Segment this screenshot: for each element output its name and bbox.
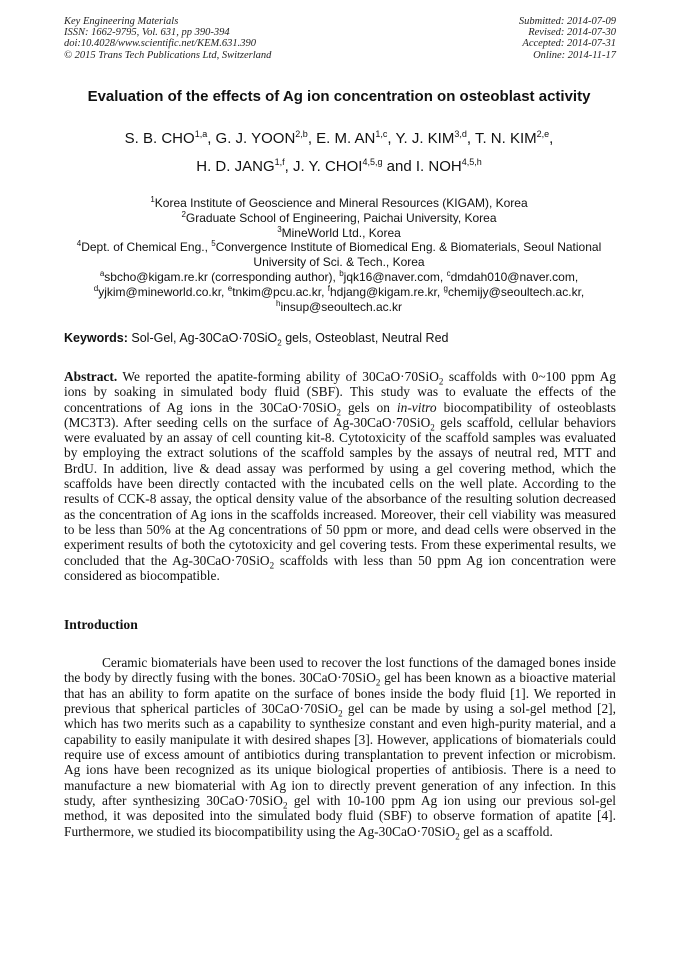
affiliation-text: Dept. of Chemical Eng., <box>81 240 212 255</box>
intro-text: gel as a scaffold. <box>459 823 553 839</box>
intro-text: Ceramic biomaterials have been used to recover the lost functions of the damaged bones inside the body by directly fusing with the bones. 30CaO·70SiO <box>64 655 616 686</box>
author: H. D. JANG <box>196 158 275 175</box>
author: E. M. AN <box>316 130 376 147</box>
author: G. J. YOON <box>215 130 296 147</box>
paper-title: Evaluation of the effects of Ag ion concentration on osteoblast activity <box>87 88 591 105</box>
email-text[interactable]: sbcho@kigam.re.kr (corresponding author), <box>104 269 340 284</box>
abstract-text: gels on <box>341 399 397 415</box>
accepted-date: Accepted: 2014-07-31 <box>522 38 616 50</box>
affil-sup: 1 <box>150 195 155 204</box>
email-sup: a <box>99 268 105 278</box>
affiliation-text: Graduate School of Engineering, Paichai University, Korea <box>185 210 497 225</box>
abstract-text: We reported the apatite-forming ability of 30CaO·70SiO <box>117 369 439 384</box>
email-sup: b <box>339 268 344 278</box>
affiliations <box>55 196 623 314</box>
email-text[interactable]: yjkim@mineworld.co.kr, <box>98 284 228 299</box>
abstract-paragraph <box>64 369 616 583</box>
keywords-text: gels, Osteoblast, Neutral Red <box>281 331 449 345</box>
author-sup: 1,c <box>375 129 388 139</box>
abstract-text: gels scaffold, cellular behaviors were evaluated by an assay of cell counting kit-8. Cytotoxicity of the scaffold samples was evaluated by employing the extract solutions of the scaffold samples by the assays of neutral red, MTT and BrdU. In addition, live & dead assay was performed by using a gel covering method, which the scaffolds have been directly contacted with the incubated cells on the well plate. According to the results of CCK-8 assay, the optical density value of the absorbance of the resulting solution decreased as the concentration of Ag ions in the scaffolds increased. Moreover, their cell viability was measured to be less than 50% at the Ag concentrations of 50 ppm or more, and dead cells were observed in the experiment results of both the cytotoxicity and gel covering tests. From these experimental results, we concluded that the Ag-30CaO·70SiO <box>64 414 616 568</box>
abstract-label: Abstract. <box>64 369 118 384</box>
author-conjunction: and <box>386 158 412 175</box>
affiliation-line <box>55 240 623 270</box>
intro-text: gel has been known as a bioactive material that has an ability to form apatite on the surface of bones inside the body fluid [1]. We reported in previous that spherical particles of 30CaO·70SiO <box>64 670 616 717</box>
author-sup: 3,d <box>454 129 467 139</box>
affil-sup: 4 <box>76 239 82 249</box>
affiliation-text: MineWorld Ltd., Korea <box>281 225 401 240</box>
journal-header-right <box>519 16 616 61</box>
intro-text: gel with 10-100 ppm Ag ion using our previous sol-gel method, it was deposited into the simulated body fluid (SBF) to observe formation of apatite [4]. Furthermore, we studied its biocompatibility using the Ag-30CaO·70SiO <box>64 793 616 839</box>
online-date: Online: 2014-11-17 <box>533 49 616 61</box>
author: S. B. CHO <box>124 130 195 147</box>
intro-text: gel can be made by using a sol-gel method [2], which has two merits such as a capability to synthesize constant and even high-purity material, and a capability to easily manipulate it with desired shapes [3]. However, applications of biomaterials could require use of excess amount of antibiotics during transplantation to prevent infection or microbism. Ag ions have been recognized as its unique biological properties of antibiosis. There is a need to manufacture a new biomaterial with Ag ion to directly prevent generation of any infection. In this study, after synthesizing 30CaO·70SiO <box>64 701 616 809</box>
keywords-label: Keywords: <box>64 331 128 345</box>
author-sup: 2,e <box>536 129 550 139</box>
author: T. N. KIM <box>474 130 537 147</box>
affil-sup: 3 <box>277 224 282 234</box>
email-sup: f <box>327 283 330 293</box>
email-sup: c <box>446 268 451 278</box>
keywords-line <box>64 331 620 348</box>
affiliation-line <box>55 226 623 241</box>
affil-sup: 2 <box>181 209 186 219</box>
copyright-line: © 2015 Trans Tech Publications Ltd, Switzerland <box>64 49 272 61</box>
subscript: 2 <box>338 708 343 719</box>
abstract-italic: in-vitro <box>396 399 437 415</box>
email-line <box>55 300 623 315</box>
affiliation-line <box>55 211 623 226</box>
subscript: 2 <box>336 407 341 418</box>
email-text[interactable]: hdjang@kigam.re.kr, <box>329 284 444 299</box>
email-sup: e <box>227 283 233 293</box>
abstract-text: scaffolds with less than 50 ppm Ag ion concentration were considered as biocompatible. <box>64 552 617 583</box>
subscript: 2 <box>375 678 381 689</box>
email-text[interactable]: chemijy@seoultech.ac.kr, <box>448 284 585 299</box>
issn-line: ISSN: 1662-9795, Vol. 631, pp 390-394 <box>64 27 230 39</box>
author-sup: 4,5,h <box>461 157 482 167</box>
email-sup: h <box>275 298 281 308</box>
affiliation-text: Korea Institute of Geoscience and Mineral Resources (KIGAM), Korea <box>154 196 528 210</box>
affiliation-line <box>55 196 623 211</box>
author: J. Y. CHOI <box>292 158 363 175</box>
author-list: S. B. CHO$^{1,a}$, G. J. YOON$^{2,b}$, E. M. AN$^{1,c}$, Y. J. KIM$^{3,d}$, T. N. KIM$^{2,e}$, H. D. JANG$^{1,f}$, J. Y. CHOI$^{4,5,g}$ and I. NOH$^{4,5,h}$ <box>124 129 554 175</box>
author-sup: 2,b <box>295 129 308 139</box>
email-sup: d <box>93 283 99 293</box>
email-text[interactable]: tnkim@pcu.ac.kr, <box>232 284 328 299</box>
section-heading: Introduction <box>64 617 138 632</box>
author-sup: 4,5,g <box>362 157 383 167</box>
email-text[interactable]: dmdah010@naver.com, <box>450 269 579 284</box>
author: Y. J. KIM <box>395 130 455 147</box>
abstract-text: biocompatibility of osteoblasts (MC3T3). After seeding cells on the surface of Ag-30CaO·70SiO <box>64 399 616 430</box>
affil-sup: 5 <box>211 239 216 249</box>
journal-name: Key Engineering Materials <box>64 16 179 27</box>
subscript: 2 <box>282 800 288 811</box>
intro-paragraph <box>64 655 616 842</box>
subscript: 2 <box>438 376 444 387</box>
revised-date: Revised: 2014-07-30 <box>528 27 616 39</box>
email-text[interactable]: insup@seoultech.ac.kr <box>280 299 403 314</box>
subscript: 2 <box>269 560 275 571</box>
submitted-date: Submitted: 2014-07-09 <box>518 16 616 27</box>
affiliation-text: Convergence Institute of Biomedical Eng. & Biomaterials, Seoul National University of Sci. & Tech., Korea <box>215 240 602 270</box>
email-line <box>55 270 623 285</box>
abstract-text: scaffolds with 0~100 ppm Ag ions by soaking in simulated body fluid (SBF). This study was to evaluate the effects of the concentrations of Ag ions in the 30CaO·70SiO <box>64 369 616 415</box>
email-line <box>55 285 623 300</box>
doi-line[interactable]: doi:10.4028/www.scientific.net/KEM.631.390 <box>64 38 256 50</box>
subscript: 2 <box>455 831 460 842</box>
email-text[interactable]: jqk16@naver.com, <box>343 269 447 284</box>
author-sup: 1,f <box>274 157 285 167</box>
journal-header-left <box>64 16 271 61</box>
subscript: 2 <box>277 338 282 348</box>
author: I. NOH <box>415 158 462 175</box>
keywords-text: Sol-Gel, Ag-30CaO·70SiO <box>127 331 278 345</box>
email-sup: g <box>443 283 448 293</box>
subscript: 2 <box>430 422 435 433</box>
author-sup: 1,a <box>194 129 208 139</box>
